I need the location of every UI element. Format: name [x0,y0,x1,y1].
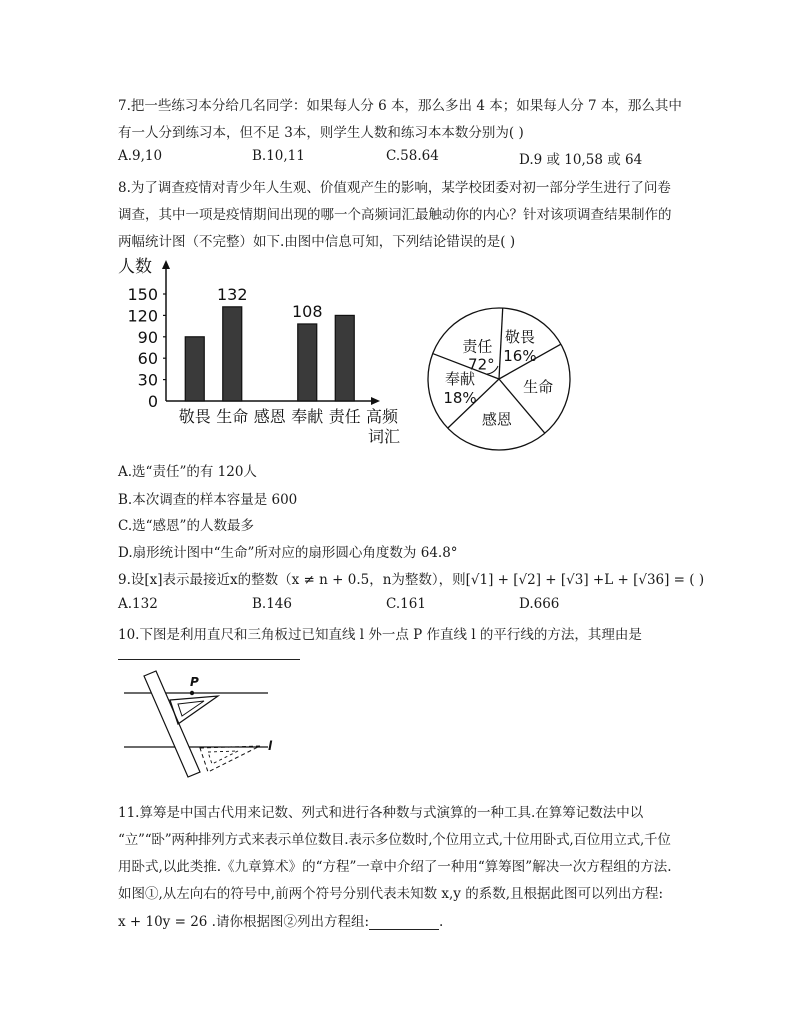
q11-text-line5-content: x + 10y = 26 .请你根据图②列出方程组: [118,914,370,930]
q8-option-a: A.选“责任”的有 120人 [118,464,257,480]
bar-1 [185,337,204,401]
bar-2 [223,307,242,401]
q11-text-line4: 如图①,从左向右的符号中,前两个符号分别代表未知数 x,y 的系数,且根据此图可以列出方程: [118,886,664,902]
triangle-bottom-inner-dashed [208,751,238,764]
pie-slice-label: 生命 [523,378,554,397]
pie-slice-value: 72° [468,355,495,374]
q7-option-b: B.10,11 [252,148,305,164]
q8-text-line3: 两幅统计图（不完整）如下.由图中信息可知，下列结论错误的是( ) [118,234,516,250]
q11-text-line2: “立”“卧”两种排列方式来表示单位数目.表示多位数时,个位用立式,十位用卧式,百位用立式,千位 [118,832,671,848]
bar-chart-xaxis-arrow [371,397,380,405]
label-l: l [268,739,273,753]
ruler-triangle-diagram [118,668,288,788]
pie-slice-value: 18% [443,388,477,407]
pie-slice-label: 敬畏 [504,328,535,347]
bar-chart-ytick-label: 90 [137,327,158,347]
pie-slice-value: 16% [503,347,537,366]
bar-data-label: 108 [291,301,323,321]
q11-text-line5: x + 10y = 26 .请你根据图②列出方程组: . [118,914,444,930]
bar-chart-yaxis-arrow [162,260,170,269]
q7-text-line2: 有一人分到练习本，但不足 3本，则学生人数和练习本本数分别为( ) [118,125,524,141]
pie-chart [424,304,574,454]
q11-answer-blank [369,915,439,930]
q8-option-d: D.扇形统计图中“生命”所对应的扇形圆心角度数为 64.8° [118,545,458,561]
point-p [190,691,194,695]
bar-4 [298,324,317,401]
triangle-top [170,696,218,724]
bar-category-label: 生命 [216,407,249,426]
q11-text-line1: 11.算筹是中国古代用来记数、列式和进行各种数与式演算的一种工具.在算筹记数法中以 [118,805,644,821]
q10-text: 10.下图是利用直尺和三角板过已知直线 l 外一点 P 作直线 l 的平行线的方法，其理由是 [118,627,642,643]
bar-5 [335,315,354,401]
bar-chart-ytick-label: 60 [137,349,158,369]
q8-option-b: B.本次调查的样本容量是 600 [118,492,298,508]
q8-text-line2: 调查，其中一项是疫情期间出现的哪一个高频词汇最触动你的内心？针对该项调查结果制作的 [118,207,672,223]
bar-chart-ytick-label: 0 [147,392,158,411]
bar-category-label: 责任 [328,407,361,426]
bar-chart-ytick-label: 30 [137,370,158,390]
q7-text-line1: 7.把一些练习本分给几名同学：如果每人分 6 本，那么多出 4 本；如果每人分 7 本，那么其中 [118,98,682,114]
pie-slice-label: 奉献 [445,369,476,388]
q9-option-d: D.666 [519,596,560,612]
q10-answer-blank [118,645,300,660]
bar-chart-ylabel: 人数 [118,257,152,277]
pie-slice-label: 责任 [462,337,493,356]
q7-option-c: C.58.64 [386,148,439,164]
bar-chart-xlabel: 高频 词汇 [366,407,401,446]
bar-data-label: 132 [216,284,248,304]
q8-option-c: C.选“感恩”的人数最多 [118,518,254,534]
q9-option-a: A.132 [118,596,158,612]
bar-chart [112,252,442,452]
triangle-bottom-dashed [200,746,260,772]
bar-category-label: 敬畏 [178,407,211,426]
q8-text-line1: 8.为了调查疫情对青少年人生观、价值观产生的影响，某学校团委对初一部分学生进行了问卷 [118,180,671,196]
q7-option-a: A.9,10 [118,148,163,164]
pie-slice-label: 感恩 [481,410,512,429]
bar-category-label: 奉献 [291,407,324,426]
q9-text: 9.设[x]表示最接近x的整数（x ≠ n + 0.5，n为整数），则[√1] + [√2] + [√3] +L + [√36] = ( ) [118,572,705,588]
q9-option-c: C.161 [386,596,426,612]
q11-text-line3: 用卧式,以此类推.《九章算术》的“方程”一章中介绍了一种用“算筹图”解决一次方程组的方法. [118,859,672,875]
bar-chart-ytick-label: 120 [127,306,158,326]
bar-chart-ytick-label: 150 [127,285,158,304]
q7-option-d: D.9 或 10,58 或 64 [519,152,643,168]
bar-category-label: 感恩 [253,407,286,426]
label-p: P [190,675,199,689]
q9-option-b: B.146 [252,596,292,612]
